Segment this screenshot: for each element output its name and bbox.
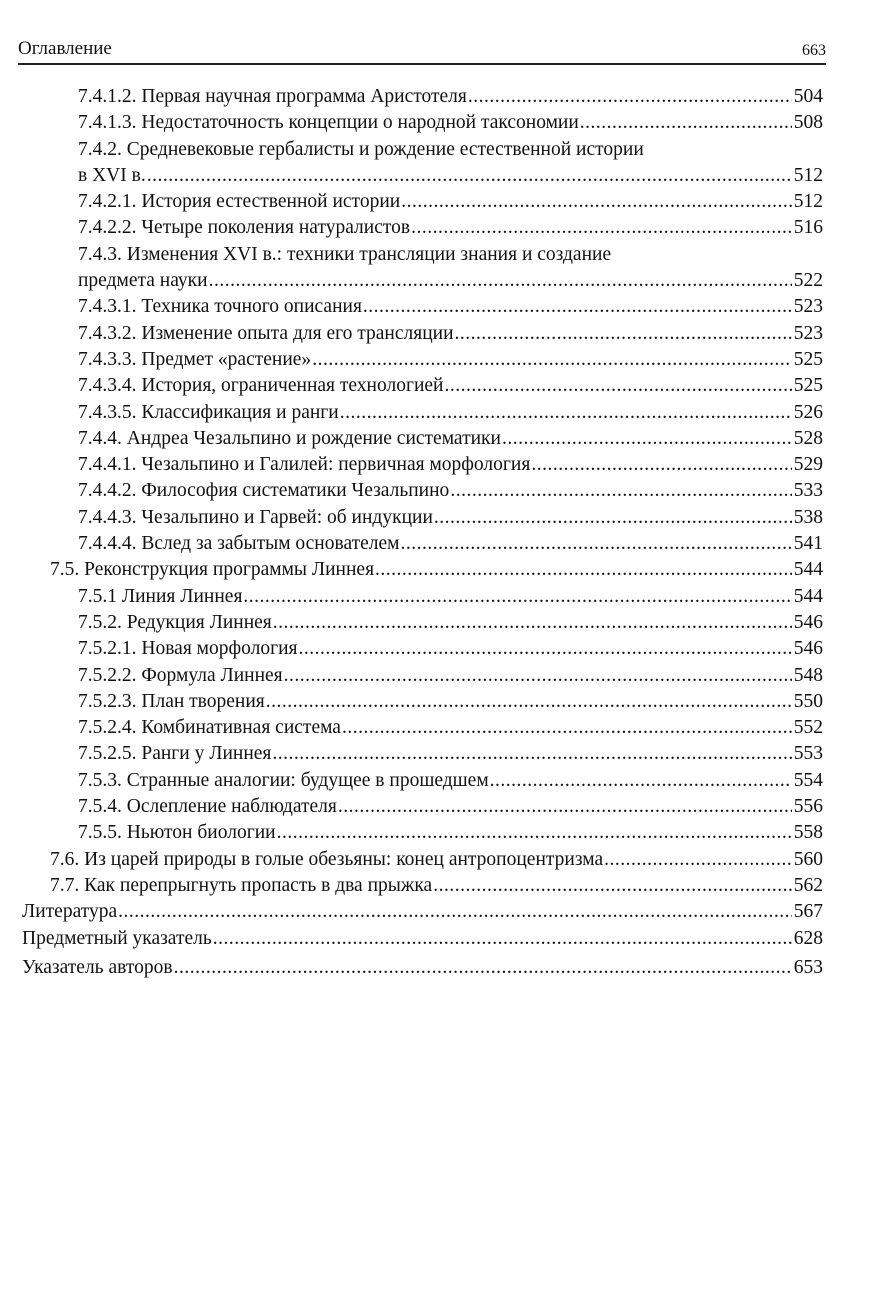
toc-entry-title: в XVI в. [78,164,146,186]
toc-entry-title: 7.5. Реконструкция программы Линнея [50,559,375,581]
toc-entry-page: 512 [793,164,823,186]
dot-leader [174,955,792,981]
toc-entry-title: 7.4.3.1. Техника точного описания [78,296,362,318]
toc-entry [0,400,875,426]
toc-entry-page: 653 [793,956,823,978]
toc-entry [0,531,875,557]
toc-entry [0,557,875,583]
toc-entry-title: 7.5.2.4. Комбинативная система [78,717,341,739]
dot-leader [147,163,792,189]
dot-leader [445,373,792,399]
toc-entry-title: 7.4.3.4. История, ограниченная технологией [78,375,444,397]
dot-leader [401,531,792,557]
toc-entry-title: предмета науки [78,270,208,292]
dot-leader [363,294,792,320]
dot-leader [243,584,791,610]
toc-entry-title: Предметный указатель [22,927,212,949]
toc-entry-page: 523 [793,322,823,344]
toc-entry-page: 567 [793,901,823,923]
toc-entry [0,110,875,136]
toc-entry-page: 550 [793,690,823,712]
toc-entry [0,268,875,294]
toc-entry-title: 7.4.3.5. Классификация и ранги [78,401,339,423]
toc-entry-title: 7.4.4.2. Философия систематики Чезальпино [78,480,450,502]
toc-entry-page: 526 [793,401,823,423]
dot-leader [266,689,792,715]
toc-entry-title: 7.4.4.1. Чезальпино и Галилей: первичная морфология [78,454,531,476]
dot-leader [118,899,792,925]
toc-entry-page: 528 [793,427,823,449]
toc-entry-page: 525 [793,375,823,397]
toc-entry-title: 7.5.3. Странные аналогии: будущее в прошедшем [78,769,489,791]
toc-entry-title: Указатель авторов [22,956,173,978]
toc-entry-page: 546 [793,638,823,660]
toc-entry-page: 516 [793,217,823,239]
toc-entry-title: 7.4.3.2. Изменение опыта для его трансляции [78,322,454,344]
toc-entry [0,452,875,478]
toc-entry-first-line [0,137,875,163]
toc-entry-title: 7.5.2.5. Ранги у Линнея [78,743,272,765]
toc-entry-page: 533 [793,480,823,502]
toc-entry [0,373,875,399]
dot-leader [411,215,792,241]
toc-entry [0,873,875,899]
running-title: Оглавление [18,38,112,59]
dot-leader [277,820,792,846]
toc-entry-title: 7.4.4. Андреа Чезальпино и рождение систематики [78,427,501,449]
dot-leader [284,663,792,689]
toc-entry-page: 538 [793,506,823,528]
toc-entry-title: 7.4.3. Изменения XVI в.: техники трансляции знания и создание [78,243,612,265]
toc-entry-page: 628 [793,927,823,949]
toc-entry-title: 7.7. Как перепрыгнуть пропасть в два прыжка [50,874,433,896]
table-of-contents [0,84,875,981]
dot-leader [209,268,792,294]
toc-entry-page: 523 [793,296,823,318]
toc-entry-first-line [0,242,875,268]
toc-entry-page: 558 [793,822,823,844]
toc-entry [0,610,875,636]
toc-entry [0,189,875,215]
toc-entry [0,663,875,689]
toc-entry-page: 544 [793,559,823,581]
toc-entry-page: 544 [793,585,823,607]
toc-entry-page: 546 [793,611,823,633]
toc-entry-title: 7.5.1 Линия Линнея [78,585,243,607]
toc-entry [0,84,875,110]
toc-entry [0,321,875,347]
toc-entry-page: 541 [793,533,823,555]
toc-entry [0,926,875,952]
toc-entry-page: 548 [793,664,823,686]
toc-entry-title: 7.5.2.3. План творения [78,690,265,712]
toc-entry-title: 7.6. Из царей природы в голые обезьяны: конец антропоцентризма [50,848,604,870]
dot-leader [434,505,792,531]
toc-entry-page: 554 [793,769,823,791]
toc-entry-title: 7.5.2.2. Формула Линнея [78,664,283,686]
toc-entry-title: 7.5.2.1. Новая морфология [78,638,298,660]
toc-entry-page: 508 [793,112,823,134]
toc-entry [0,636,875,662]
toc-entry-page: 504 [793,86,823,107]
dot-leader [213,926,792,952]
toc-entry-title: 7.4.4.3. Чезальпино и Гарвей: об индукции [78,506,433,528]
dot-leader [338,794,792,820]
toc-entry [0,215,875,241]
dot-leader [375,557,792,583]
toc-entry [0,426,875,452]
toc-entry-page: 552 [793,717,823,739]
dot-leader [455,321,792,347]
toc-entry-page: 512 [793,191,823,213]
toc-entry [0,689,875,715]
dot-leader [433,873,792,899]
dot-leader [273,610,792,636]
dot-leader [450,478,791,504]
dot-leader [468,84,792,110]
toc-entry [0,847,875,873]
dot-leader [342,715,792,741]
toc-entry-page: 560 [793,848,823,870]
dot-leader [299,636,792,662]
toc-entry-title: Литература [22,901,118,923]
toc-entry [0,955,875,981]
toc-entry [0,294,875,320]
toc-entry-title: 7.4.1.3. Недостаточность концепции о народной таксономии [78,112,579,134]
toc-entry-page: 553 [793,743,823,765]
dot-leader [272,741,791,767]
toc-entry [0,505,875,531]
dot-leader [531,452,791,478]
toc-entry [0,741,875,767]
dot-leader [401,189,792,215]
dot-leader [580,110,792,136]
dot-leader [312,347,792,373]
toc-entry [0,820,875,846]
toc-entry [0,347,875,373]
toc-entry-title: 7.4.3.3. Предмет «растение» [78,348,312,370]
toc-entry-page: 556 [793,796,823,818]
dot-leader [502,426,792,452]
toc-entry [0,163,875,189]
toc-entry-title: 7.4.2. Средневековые гербалисты и рождение естественной истории [78,138,644,160]
dot-leader [604,847,792,873]
toc-entry [0,768,875,794]
toc-entry-title: 7.4.4.4. Вслед за забытым основателем [78,533,400,555]
toc-entry-title: 7.4.2.2. Четыре поколения натуралистов [78,217,411,239]
toc-entry-title: 7.4.1.2. Первая научная программа Аристотеля [78,86,467,107]
toc-entry-page: 562 [793,874,823,896]
toc-entry-title: 7.5.2. Редукция Линнея [78,611,272,633]
toc-entry-title: 7.5.5. Ньютон биологии [78,822,276,844]
toc-entry-title: 7.5.4. Ослепление наблюдателя [78,796,337,818]
toc-entry [0,478,875,504]
toc-entry-page: 529 [793,454,823,476]
dot-leader [490,768,792,794]
toc-entry [0,899,875,925]
toc-entry [0,715,875,741]
toc-entry-page: 525 [793,348,823,370]
toc-entry-title: 7.4.2.1. История естественной истории [78,191,401,213]
page-number: 663 [802,42,826,59]
header-rule [18,63,826,65]
page-header [18,38,826,62]
toc-entry-page: 522 [793,270,823,292]
dot-leader [340,400,792,426]
toc-entry [0,794,875,820]
toc-entry [0,584,875,610]
